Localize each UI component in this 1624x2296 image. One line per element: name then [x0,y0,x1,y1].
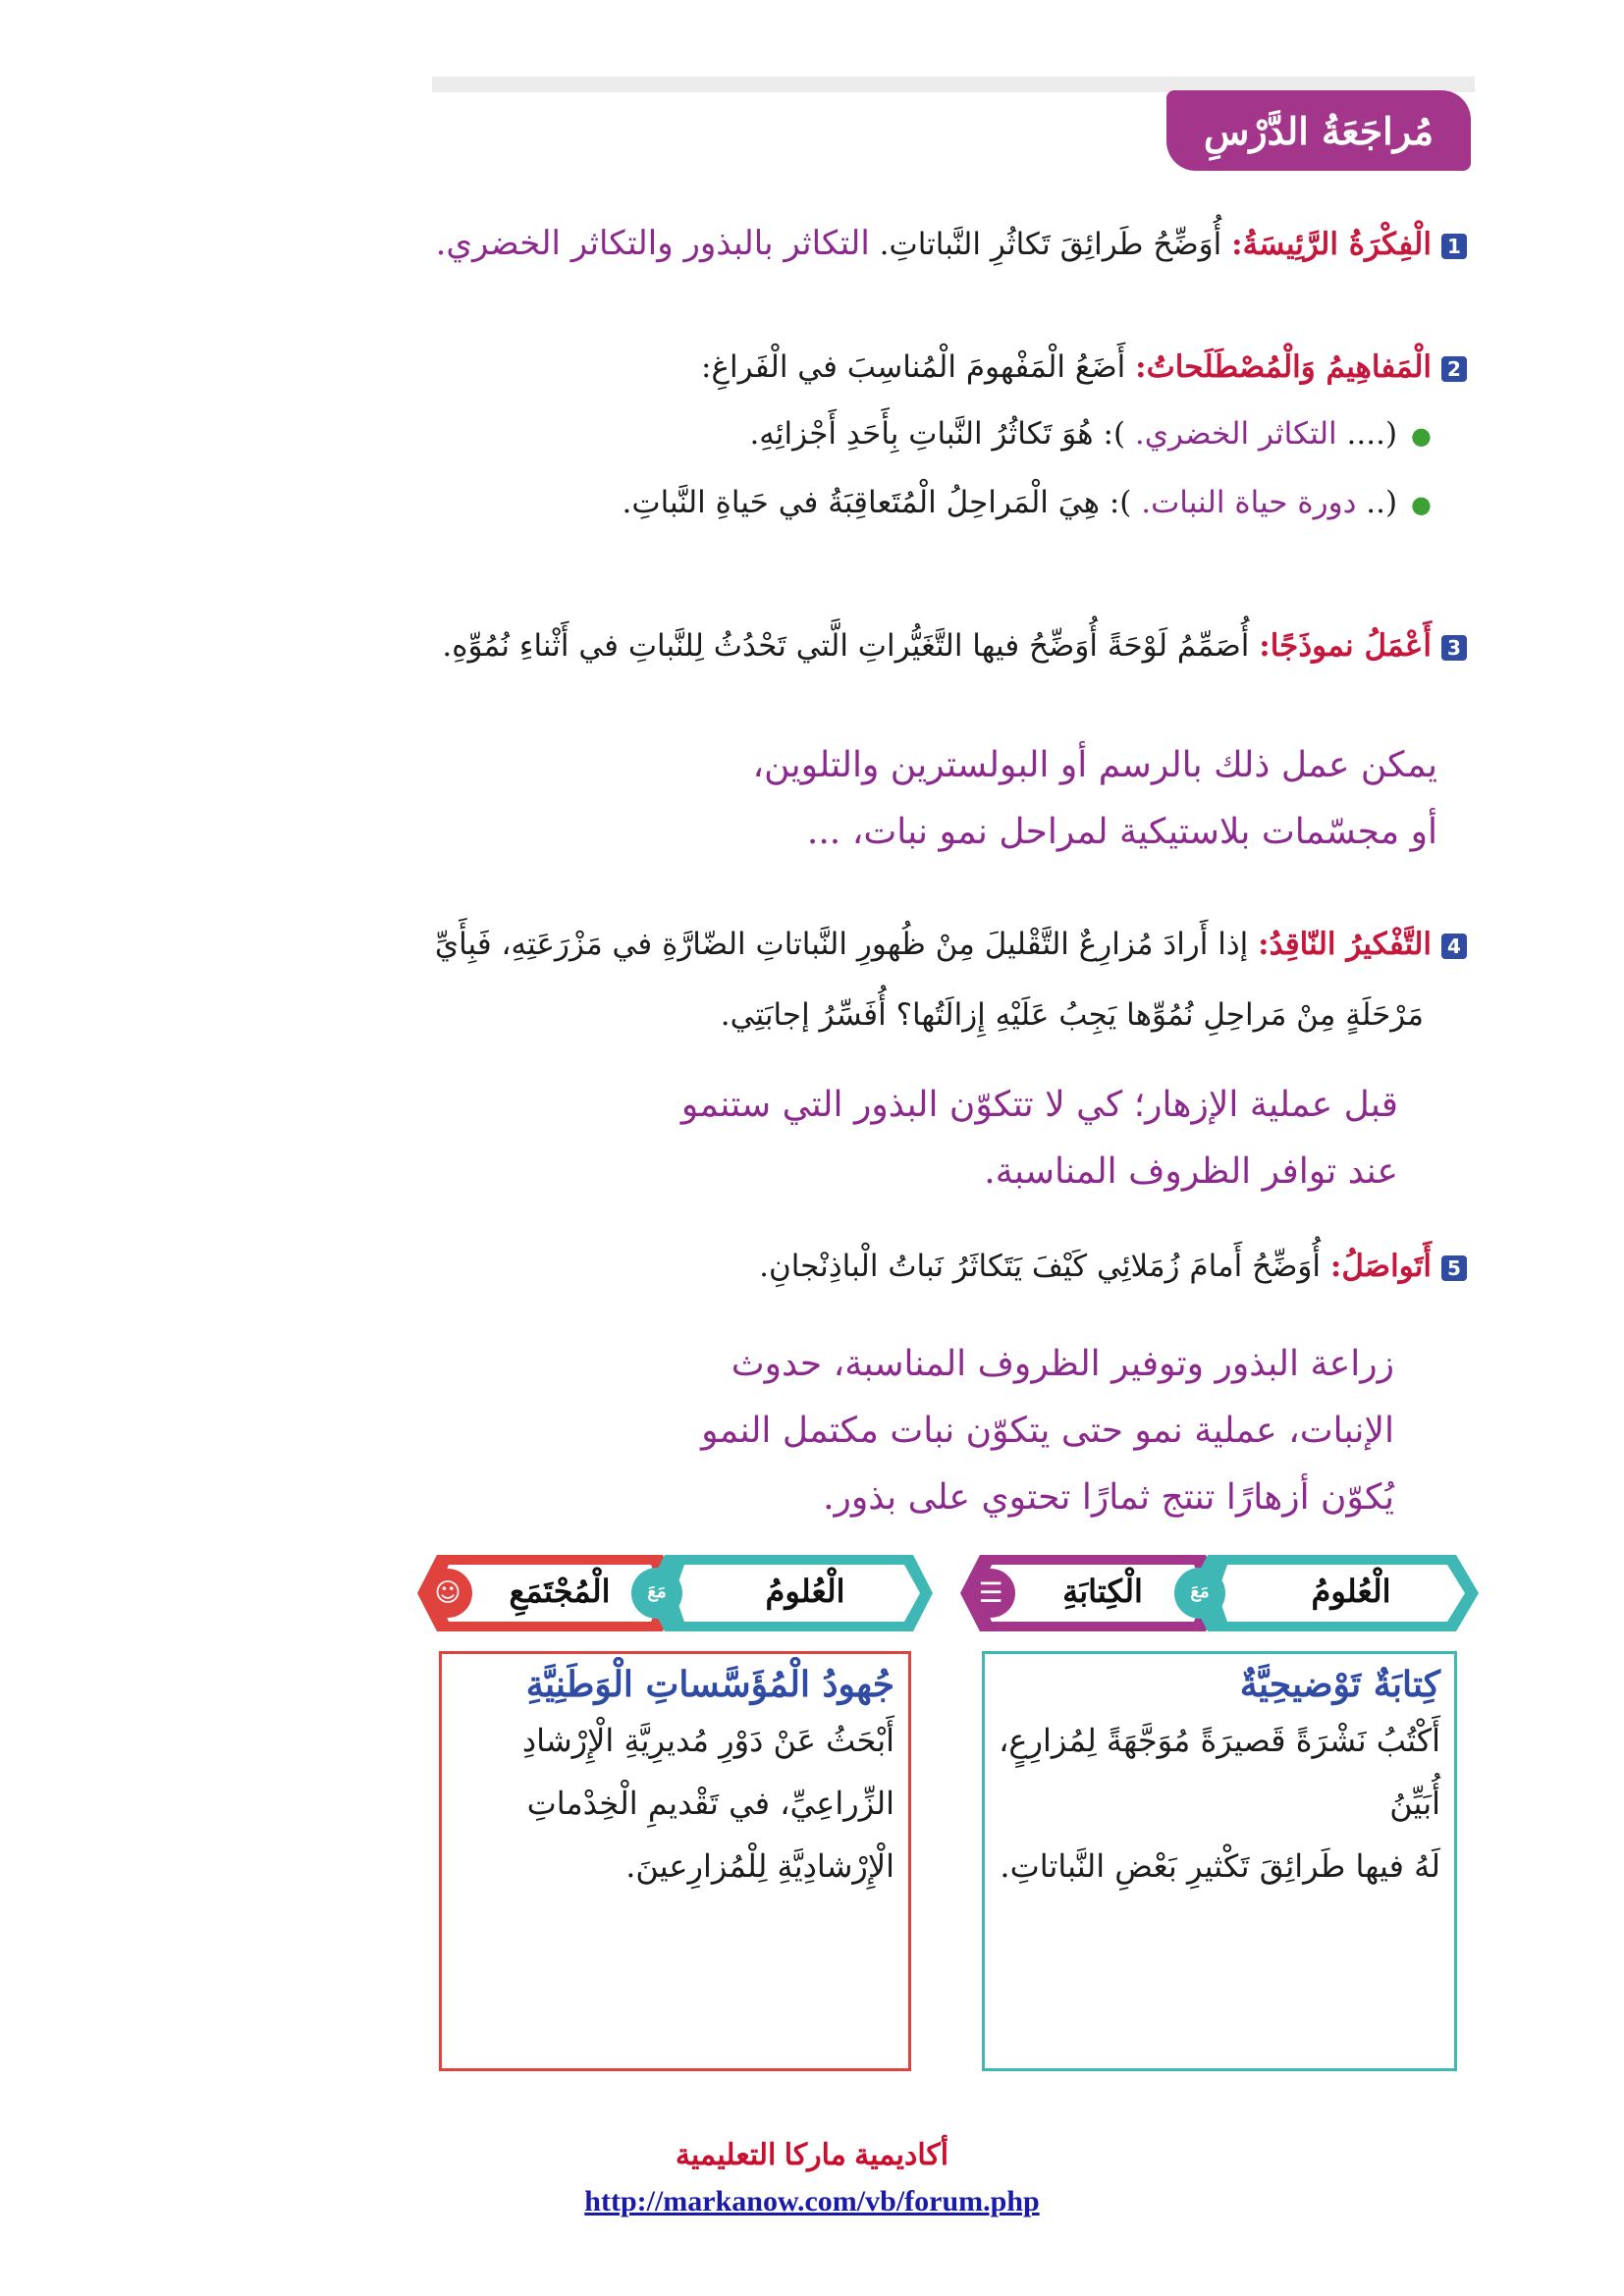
section-title: مُراجَعَةُ الدَّرْسِ [1203,108,1435,153]
q2-item-2-answer: دورة حياة النبات. [1141,485,1357,520]
q4-answer-line-2: عند توافر الظروف المناسبة. [984,1151,1398,1192]
ribbon-with: مَعَ [647,1580,667,1602]
q2-item-1-close: ): هُوَ تَكاثُرُ النَّباتِ بِأَحَدِ أَجْزائِهِ. [749,416,1126,452]
card-society-line-1: أَبْحَثُ عَنْ دَوْرِ مُديرِيَّةِ الْإِرْشادِ [521,1722,894,1759]
card-society-line-3: الْإِرْشادِيَّةِ لِلْمُزارِعينَ. [625,1847,894,1885]
card-writing-line-1: أَكْتُبُ نَشْرَةً قَصيرَةً مُوَجَّهَةً لِمُزارِعٍ، أُبَيِّنُ [999,1722,1440,1822]
q3-text: أُصَمِّمُ لَوْحَةً أُوَضِّحُ فيها التَّغَيُّراتِ الَّتي تَحْدُثُ لِلنَّباتِ في أَثْناءِ نُمُوِّهِ. [442,628,1250,664]
card-writing-line-2: لَهُ فيها طَرائِقَ تَكْثيرِ بَعْضِ النَّباتاتِ. [1000,1847,1440,1885]
q5-answer [701,1331,1394,1531]
q1-answer: التكاثر بالبذور والتكاثر الخضري. [435,224,870,263]
question-number-1: 1 [1441,234,1467,259]
q5-answer-line-2: الإنبات، عملية نمو حتى يتكوّن نبات مكتمل النمو [701,1411,1394,1451]
q3-answer [753,732,1437,866]
q3-answer-line-2: أو مجسّمات بلاستيكية لمراحل نمو نبات، ... [806,812,1437,852]
q3-label: أَعْمَلُ نموذَجًا: [1259,628,1432,664]
q5-answer-line-3: يُكوّن أزهارًا تنتج ثمارًا تحتوي على بذور. [823,1477,1394,1518]
ribbon-partner: الْكِتابَةِ [1062,1573,1143,1610]
q5-answer-line-1: زراعة البذور وتوفير الظروف المناسبة، حدوث [731,1344,1394,1384]
q4-text-line-2: مَرْحَلَةٍ مِنْ مَراحِلِ نُمُوِّها يَجِبُ عَلَيْهِ إِزالَتُها؟ أُفَسِّرُ إجابَتِي. [720,997,1424,1033]
ribbon-with: مَعَ [1190,1580,1210,1602]
q2-item-1-open: (.... [1346,416,1398,452]
q2-item-2-open: (.. [1366,485,1398,520]
section-title-tab [1166,90,1471,171]
card-society-body [439,1651,911,2071]
bullet-icon: ● [1411,491,1432,518]
q4-label: التَّفْكيرُ النّاقِدُ: [1258,927,1432,962]
ribbon-partner: الْمُجْتَمَعِ [509,1573,611,1610]
card-society-text [442,1705,908,1901]
q1-text: أُوَضِّحُ طَرائِقَ تَكاثُرِ النَّباتاتِ. [879,227,1222,262]
question-number-2: 2 [1441,356,1467,382]
question-2 [701,346,1467,389]
card-society-line-2: الزِّراعِيِّ، في تَقْديمِ الْخِدْماتِ [526,1785,894,1822]
people-icon: ☺ [423,1569,472,1618]
question-number-3: 3 [1441,635,1467,661]
question-number-5: 5 [1441,1255,1467,1281]
q4-text-line-1: إذا أَرادَ مُزارِعٌ التَّقْليلَ مِنْ ظُهورِ النَّباتاتِ الضّارَّةِ في مَزْرَعَتِهِ، فَبِأَيِّ [434,927,1249,962]
q2-item-1-answer: التكاثر الخضري. [1134,416,1337,452]
card-writing-text [985,1705,1454,1901]
card-writing-title: كِتابَةٌ تَوْضيحِيَّةٌ [1239,1664,1440,1705]
card-science-writing [960,1551,1479,2071]
q2-item-2 [623,481,1432,526]
q2-item-2-close: ): هِيَ الْمَراحِلُ الْمُتَعاقِبَةُ في حَياةِ النَّباتِ. [622,485,1132,520]
q4-answer [681,1072,1398,1205]
card-writing-body [982,1651,1457,2071]
footer-url-link[interactable]: http://markanow.com/vb/forum.php [584,2185,1040,2217]
footer-academy: أكاديمية ماركا التعليمية [675,2139,949,2171]
question-5 [759,1245,1467,1288]
q2-label: الْمَفاهِيمُ وَالْمُصْطَلَحاتُ: [1135,349,1432,385]
question-3 [442,624,1467,667]
question-1 [436,222,1467,266]
bullet-icon: ● [1411,422,1432,450]
ribbon-subject: الْعُلومُ [1311,1573,1391,1610]
book-icon: ☰ [966,1569,1015,1618]
q5-text: أُوَضِّحُ أَمامَ زُمَلائِي كَيْفَ يَتَكاثَرُ نَباتُ الْباذِنْجانِ. [759,1249,1322,1284]
ribbon-subject: الْعُلومُ [765,1573,845,1610]
card-science-society [417,1551,933,2071]
question-number-4: 4 [1441,934,1467,959]
q2-item-1 [749,412,1432,457]
q2-text: أَضَعُ الْمَفْهومَ الْمُناسِبَ في الْفَراغِ: [701,349,1126,385]
q5-label: أَتَواصَلُ: [1329,1249,1432,1284]
card-society-title: جُهودُ الْمُؤَسَّساتِ الْوَطَنِيَّةِ [525,1664,894,1705]
question-4 [435,923,1467,1037]
q4-answer-line-1: قبل عملية الإزهار؛ كي لا تتكوّن البذور التي ستنمو [680,1085,1398,1125]
q1-label: الْفِكْرَةُ الرَّئِيسَةُ: [1231,227,1432,262]
q3-answer-line-1: يمكن عمل ذلك بالرسم أو البولسترين والتلوين، [752,745,1437,785]
